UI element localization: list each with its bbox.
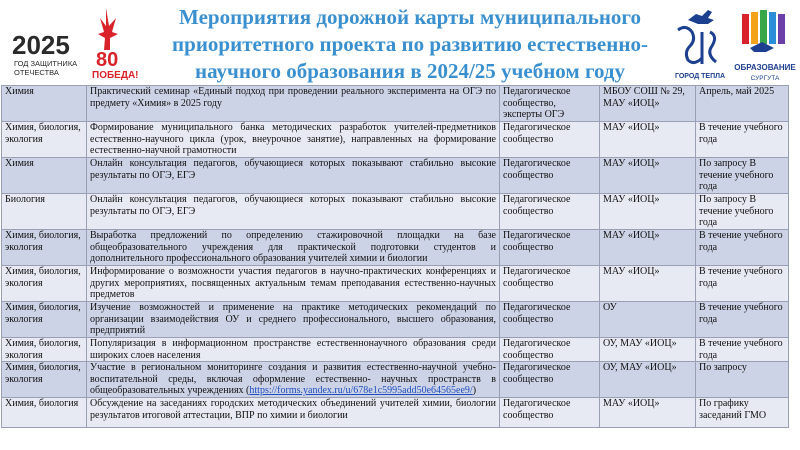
participants-cell: Педагогическое сообщество [500, 158, 600, 194]
participants-cell: Педагогическое сообщество [500, 362, 600, 398]
date-cell: В течение учебного года [696, 122, 789, 158]
responsible-cell: МАУ «ИОЦ» [600, 230, 696, 266]
date-cell: По графику заседаний ГМО [696, 398, 789, 428]
participants-cell: Педагогическое сообщество [500, 122, 600, 158]
logo-year-text: 2025 [12, 30, 70, 60]
subject-cell: Химия, биология, экология [2, 302, 87, 338]
table-row [2, 86, 789, 122]
education-surgut-logo [732, 8, 798, 88]
date-cell: В течение учебного года [696, 266, 789, 302]
title-line: приоритетного проекта по развитию естественно- [172, 32, 648, 56]
education-caption-2: СУРГУТА [750, 75, 780, 82]
responsible-cell: ОУ [600, 302, 696, 338]
surgut-caption: ГОРОД ТЕПЛА [674, 73, 726, 80]
table-row [2, 362, 789, 398]
date-cell: По запросу В течение учебного года [696, 194, 789, 230]
responsible-cell: МБОУ СОШ № 29, МАУ «ИОЦ» [600, 86, 696, 122]
subject-cell: Биология [2, 194, 87, 230]
date-cell: По запросу [696, 362, 789, 398]
page-title [150, 4, 670, 85]
event-tail: ) [472, 385, 477, 396]
participants-cell: Педагогическое сообщество [500, 338, 600, 362]
event-cell: Онлайн консультация педагогов, обучающиеся которых показывают стабильно высокие результаты по ОГЭ, ЕГЭ [87, 158, 500, 194]
subject-cell: Химия, биология, экология [2, 338, 87, 362]
event-cell: Информирование о возможности участия педагогов в научно-практических конференциях и других мероприятиях, посвященных актуальным темам преподавания естественно-научных предметов [87, 266, 500, 302]
date-cell: По запросу В течение учебного года [696, 158, 789, 194]
table-row [2, 158, 789, 194]
event-cell: Выработка предложений по определению стажировочной площадки на базе общеобразовательного учреждения для практической подготовки студентов и дополнительного профессионального образования учителей химии и биологии [87, 230, 500, 266]
table-row [2, 194, 789, 230]
badge-number: 80 [96, 49, 119, 71]
date-cell: Апрель, май 2025 [696, 86, 789, 122]
date-cell: В течение учебного года [696, 302, 789, 338]
responsible-cell: ОУ, МАУ «ИОЦ» [600, 338, 696, 362]
date-cell: В течение учебного года [696, 230, 789, 266]
event-cell: Онлайн консультация педагогов, обучающиеся которых показывают стабильно высокие результаты по ОГЭ, ЕГЭ [87, 194, 500, 230]
slide-header [0, 0, 800, 88]
table-row [2, 230, 789, 266]
responsible-cell: МАУ «ИОЦ» [600, 266, 696, 302]
subject-cell: Химия, биология, экология [2, 362, 87, 398]
year-of-defender-logo [6, 4, 146, 84]
table-row [2, 122, 789, 158]
monument-icon [98, 8, 118, 50]
subject-cell: Химия, биология, экология [2, 266, 87, 302]
participants-cell: Педагогическое сообщество [500, 302, 600, 338]
table-row [2, 338, 789, 362]
roadmap-table [1, 85, 789, 428]
event-cell: Формирование муниципального банка методических разработок учителей-предметников естественно-научного цикла (урок, внеурочное занятие), направленных на формирование естественно-научной грамотности [87, 122, 500, 158]
event-cell: Популяризация в информационном пространстве естественнонаучного образования среди широких слоев населения [87, 338, 500, 362]
table-row [2, 302, 789, 338]
surgut-city-logo [668, 6, 732, 86]
responsible-cell: ОУ, МАУ «ИОЦ» [600, 362, 696, 398]
subject-cell: Химия, биология, экология [2, 230, 87, 266]
participants-cell: Педагогическое сообщество, эксперты ОГЭ [500, 86, 600, 122]
subject-cell: Химия [2, 86, 87, 122]
event-cell: Практический семинар «Единый подход при проведении реального эксперимента на ОГЭ по предмету «Химия» в 2025 году [87, 86, 500, 122]
education-caption-1: ОБРАЗОВАНИЕ [734, 63, 796, 72]
event-cell [87, 362, 500, 398]
subject-cell: Химия, биология, экология [2, 122, 87, 158]
title-line: Мероприятия дорожной карты муниципального [179, 5, 641, 29]
event-text: Участие в региональном мониторинге создания и развития естественно-научной учебно-воспитательной среды, включая оформление естественно- научных пространств в общеобразовательных учреждениях ( [90, 362, 496, 396]
table-row [2, 398, 789, 428]
participants-cell: Педагогическое сообщество [500, 398, 600, 428]
logo-caption-1: ГОД ЗАЩИТНИКА [14, 59, 78, 68]
responsible-cell: МАУ «ИОЦ» [600, 194, 696, 230]
subject-cell: Химия, биология [2, 398, 87, 428]
survey-link[interactable]: https://forms.yandex.ru/u/678e1c5995add50e64565ee9/ [249, 385, 473, 396]
responsible-cell: МАУ «ИОЦ» [600, 158, 696, 194]
subject-cell: Химия [2, 158, 87, 194]
s-shape-icon [678, 27, 702, 62]
participants-cell: Педагогическое сообщество [500, 194, 600, 230]
date-cell: В течение учебного года [696, 338, 789, 362]
title-line: научного образования в 2024/25 учебном году [195, 59, 625, 83]
participants-cell: Педагогическое сообщество [500, 266, 600, 302]
dog-icon [688, 10, 714, 24]
responsible-cell: МАУ «ИОЦ» [600, 398, 696, 428]
responsible-cell: МАУ «ИОЦ» [600, 122, 696, 158]
event-cell: Обсуждение на заседаниях городских методических объединений учителей химии, биологии результатов итоговой аттестации, ВПР по химии и биологии [87, 398, 500, 428]
event-cell: Изучение возможностей и применение на практике методических рекомендаций по организации взаимодействия ОУ и среднего профессионального, высшего образования, предприятий [87, 302, 500, 338]
table-row [2, 266, 789, 302]
logo-caption-2: ОТЕЧЕСТВА [14, 68, 59, 77]
participants-cell: Педагогическое сообщество [500, 230, 600, 266]
badge-word: ПОБЕДА! [92, 70, 139, 81]
